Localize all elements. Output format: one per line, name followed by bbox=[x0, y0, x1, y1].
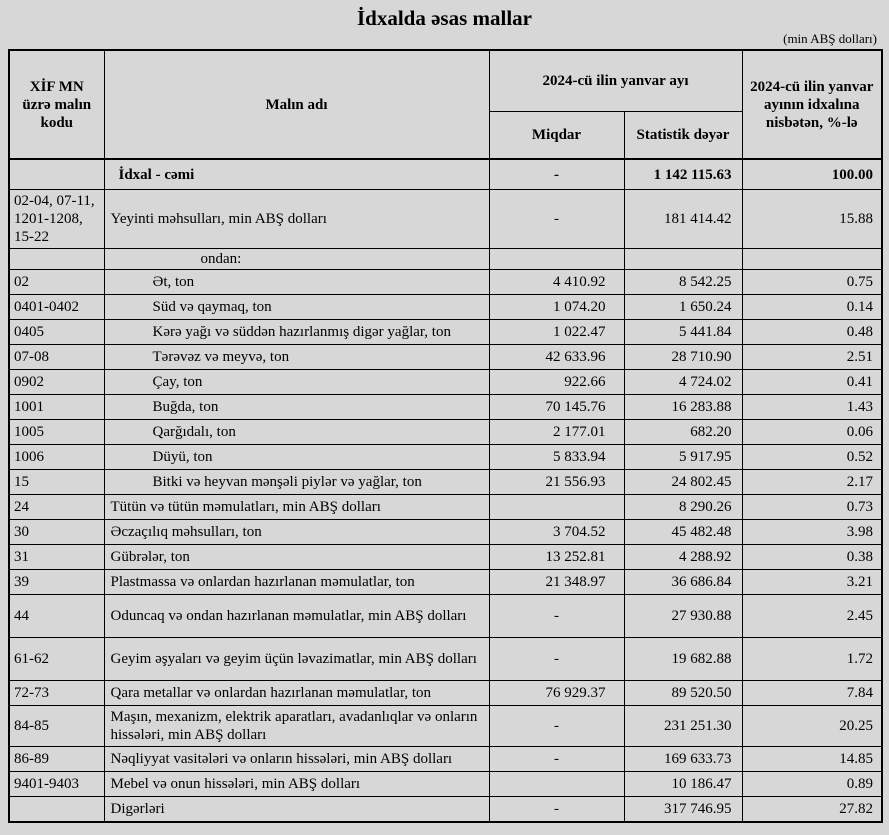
code-cell: 9401-9403 bbox=[9, 772, 104, 797]
share-cell: 0.06 bbox=[742, 420, 882, 445]
value-cell bbox=[624, 249, 742, 270]
quantity-cell: - bbox=[489, 159, 624, 190]
code-cell: 72-73 bbox=[9, 681, 104, 706]
name-cell: Maşın, mexanizm, elektrik aparatları, avadanlıqlar və onların hissələri, min ABŞ dolları bbox=[104, 706, 489, 747]
code-cell: 1001 bbox=[9, 395, 104, 420]
value-cell: 4 724.02 bbox=[624, 370, 742, 395]
code-cell: 24 bbox=[9, 495, 104, 520]
quantity-cell: 5 833.94 bbox=[489, 445, 624, 470]
quantity-cell: - bbox=[489, 190, 624, 249]
value-cell: 89 520.50 bbox=[624, 681, 742, 706]
quantity-cell bbox=[489, 495, 624, 520]
header-period-group: 2024-cü ilin yanvar ayı bbox=[489, 50, 742, 112]
share-cell: 0.48 bbox=[742, 320, 882, 345]
share-cell: 0.89 bbox=[742, 772, 882, 797]
table-row bbox=[9, 747, 882, 772]
code-cell: 86-89 bbox=[9, 747, 104, 772]
share-cell: 0.14 bbox=[742, 295, 882, 320]
name-cell: Qarğıdalı, ton bbox=[104, 420, 489, 445]
code-cell: 31 bbox=[9, 545, 104, 570]
name-cell: Qara metallar və onlardan hazırlanan məmulatlar, ton bbox=[104, 681, 489, 706]
value-cell: 5 441.84 bbox=[624, 320, 742, 345]
name-cell: Buğda, ton bbox=[104, 395, 489, 420]
name-cell: ondan: bbox=[104, 249, 489, 270]
code-cell: 61-62 bbox=[9, 638, 104, 681]
table-header bbox=[9, 50, 882, 159]
code-cell: 0902 bbox=[9, 370, 104, 395]
value-cell: 169 633.73 bbox=[624, 747, 742, 772]
table-row bbox=[9, 495, 882, 520]
name-cell: Geyim əşyaları və geyim üçün ləvazimatlar, min ABŞ dolları bbox=[104, 638, 489, 681]
share-cell: 0.38 bbox=[742, 545, 882, 570]
header-share: 2024-cü ilin yanvar ayının idxalına nisbətən, %-lə bbox=[742, 50, 882, 159]
share-cell: 0.41 bbox=[742, 370, 882, 395]
table-row bbox=[9, 345, 882, 370]
share-cell: 3.21 bbox=[742, 570, 882, 595]
unit-note: (min ABŞ dolları) bbox=[783, 31, 877, 46]
code-cell bbox=[9, 797, 104, 823]
value-cell: 28 710.90 bbox=[624, 345, 742, 370]
value-cell: 5 917.95 bbox=[624, 445, 742, 470]
table-row bbox=[9, 797, 882, 823]
quantity-cell: 2 177.01 bbox=[489, 420, 624, 445]
name-cell: Gübrələr, ton bbox=[104, 545, 489, 570]
name-cell: Oduncaq və ondan hazırlanan məmulatlar, min ABŞ dolları bbox=[104, 595, 489, 638]
table-row bbox=[9, 270, 882, 295]
quantity-cell: 21 348.97 bbox=[489, 570, 624, 595]
quantity-cell: - bbox=[489, 797, 624, 823]
code-cell: 07-08 bbox=[9, 345, 104, 370]
header-name: Malın adı bbox=[104, 50, 489, 159]
quantity-cell bbox=[489, 772, 624, 797]
quantity-cell: - bbox=[489, 706, 624, 747]
header-stat-value: Statistik dəyər bbox=[624, 112, 742, 160]
quantity-cell: 70 145.76 bbox=[489, 395, 624, 420]
name-cell: Ət, ton bbox=[104, 270, 489, 295]
value-cell: 682.20 bbox=[624, 420, 742, 445]
code-cell bbox=[9, 159, 104, 190]
code-cell: 39 bbox=[9, 570, 104, 595]
table-row bbox=[9, 706, 882, 747]
name-cell: Yeyinti məhsulları, min ABŞ dolları bbox=[104, 190, 489, 249]
code-cell: 02 bbox=[9, 270, 104, 295]
code-cell: 15 bbox=[9, 470, 104, 495]
table-row bbox=[9, 681, 882, 706]
table-row bbox=[9, 320, 882, 345]
value-cell: 16 283.88 bbox=[624, 395, 742, 420]
imports-table bbox=[8, 49, 883, 823]
value-cell: 19 682.88 bbox=[624, 638, 742, 681]
code-cell: 1006 bbox=[9, 445, 104, 470]
table-row bbox=[9, 470, 882, 495]
name-cell: Bitki və heyvan mənşəli piylər və yağlar, ton bbox=[104, 470, 489, 495]
table-row bbox=[9, 190, 882, 249]
value-cell: 27 930.88 bbox=[624, 595, 742, 638]
code-cell: 44 bbox=[9, 595, 104, 638]
quantity-cell: 4 410.92 bbox=[489, 270, 624, 295]
name-cell: Düyü, ton bbox=[104, 445, 489, 470]
quantity-cell: - bbox=[489, 638, 624, 681]
value-cell: 45 482.48 bbox=[624, 520, 742, 545]
code-cell: 02-04, 07-11, 1201-1208, 15-22 bbox=[9, 190, 104, 249]
share-cell: 2.17 bbox=[742, 470, 882, 495]
value-cell: 181 414.42 bbox=[624, 190, 742, 249]
code-cell: 0405 bbox=[9, 320, 104, 345]
quantity-cell: 42 633.96 bbox=[489, 345, 624, 370]
table-row bbox=[9, 159, 882, 190]
quantity-cell: 13 252.81 bbox=[489, 545, 624, 570]
share-cell: 2.45 bbox=[742, 595, 882, 638]
share-cell: 1.43 bbox=[742, 395, 882, 420]
quantity-cell: 3 704.52 bbox=[489, 520, 624, 545]
value-cell: 8 542.25 bbox=[624, 270, 742, 295]
share-cell: 1.72 bbox=[742, 638, 882, 681]
share-cell: 100.00 bbox=[742, 159, 882, 190]
table-row bbox=[9, 638, 882, 681]
table-row bbox=[9, 370, 882, 395]
name-cell: Tütün və tütün məmulatları, min ABŞ dolları bbox=[104, 495, 489, 520]
quantity-cell: 922.66 bbox=[489, 370, 624, 395]
code-cell bbox=[9, 249, 104, 270]
name-cell: Kərə yağı və süddən hazırlanmış digər yağlar, ton bbox=[104, 320, 489, 345]
value-cell: 231 251.30 bbox=[624, 706, 742, 747]
table-row bbox=[9, 295, 882, 320]
value-cell: 4 288.92 bbox=[624, 545, 742, 570]
share-cell: 0.52 bbox=[742, 445, 882, 470]
code-cell: 0401-0402 bbox=[9, 295, 104, 320]
quantity-cell: - bbox=[489, 595, 624, 638]
name-cell: Tərəvəz və meyvə, ton bbox=[104, 345, 489, 370]
share-cell: 0.73 bbox=[742, 495, 882, 520]
code-cell: 30 bbox=[9, 520, 104, 545]
table-row bbox=[9, 520, 882, 545]
quantity-cell: 21 556.93 bbox=[489, 470, 624, 495]
table-row bbox=[9, 420, 882, 445]
value-cell: 24 802.45 bbox=[624, 470, 742, 495]
share-cell: 27.82 bbox=[742, 797, 882, 823]
page-title: İdxalda əsas mallar bbox=[356, 6, 532, 30]
value-cell: 1 142 115.63 bbox=[624, 159, 742, 190]
share-cell: 15.88 bbox=[742, 190, 882, 249]
value-cell: 1 650.24 bbox=[624, 295, 742, 320]
quantity-cell: - bbox=[489, 747, 624, 772]
share-cell: 14.85 bbox=[742, 747, 882, 772]
share-cell: 2.51 bbox=[742, 345, 882, 370]
code-cell: 1005 bbox=[9, 420, 104, 445]
table-row bbox=[9, 545, 882, 570]
value-cell: 8 290.26 bbox=[624, 495, 742, 520]
quantity-cell bbox=[489, 249, 624, 270]
quantity-cell: 1 022.47 bbox=[489, 320, 624, 345]
name-cell: İdxal - cəmi bbox=[104, 159, 489, 190]
table-body bbox=[9, 159, 882, 822]
quantity-cell: 76 929.37 bbox=[489, 681, 624, 706]
name-cell: Nəqliyyat vasitələri və onların hissələri, min ABŞ dolları bbox=[104, 747, 489, 772]
table-row bbox=[9, 445, 882, 470]
table-row bbox=[9, 595, 882, 638]
code-cell: 84-85 bbox=[9, 706, 104, 747]
quantity-cell: 1 074.20 bbox=[489, 295, 624, 320]
header-code: XİF MN üzrə malın kodu bbox=[9, 50, 104, 159]
name-cell: Əczaçılıq məhsulları, ton bbox=[104, 520, 489, 545]
table-row bbox=[9, 249, 882, 270]
table-row bbox=[9, 395, 882, 420]
table-row bbox=[9, 570, 882, 595]
share-cell: 3.98 bbox=[742, 520, 882, 545]
header-quantity: Miqdar bbox=[489, 112, 624, 160]
table-row bbox=[9, 772, 882, 797]
name-cell: Mebel və onun hissələri, min ABŞ dolları bbox=[104, 772, 489, 797]
value-cell: 317 746.95 bbox=[624, 797, 742, 823]
value-cell: 10 186.47 bbox=[624, 772, 742, 797]
value-cell: 36 686.84 bbox=[624, 570, 742, 595]
share-cell bbox=[742, 249, 882, 270]
share-cell: 7.84 bbox=[742, 681, 882, 706]
name-cell: Süd və qaymaq, ton bbox=[104, 295, 489, 320]
name-cell: Digərləri bbox=[104, 797, 489, 823]
name-cell: Çay, ton bbox=[104, 370, 489, 395]
name-cell: Plastmassa və onlardan hazırlanan məmulatlar, ton bbox=[104, 570, 489, 595]
share-cell: 0.75 bbox=[742, 270, 882, 295]
share-cell: 20.25 bbox=[742, 706, 882, 747]
